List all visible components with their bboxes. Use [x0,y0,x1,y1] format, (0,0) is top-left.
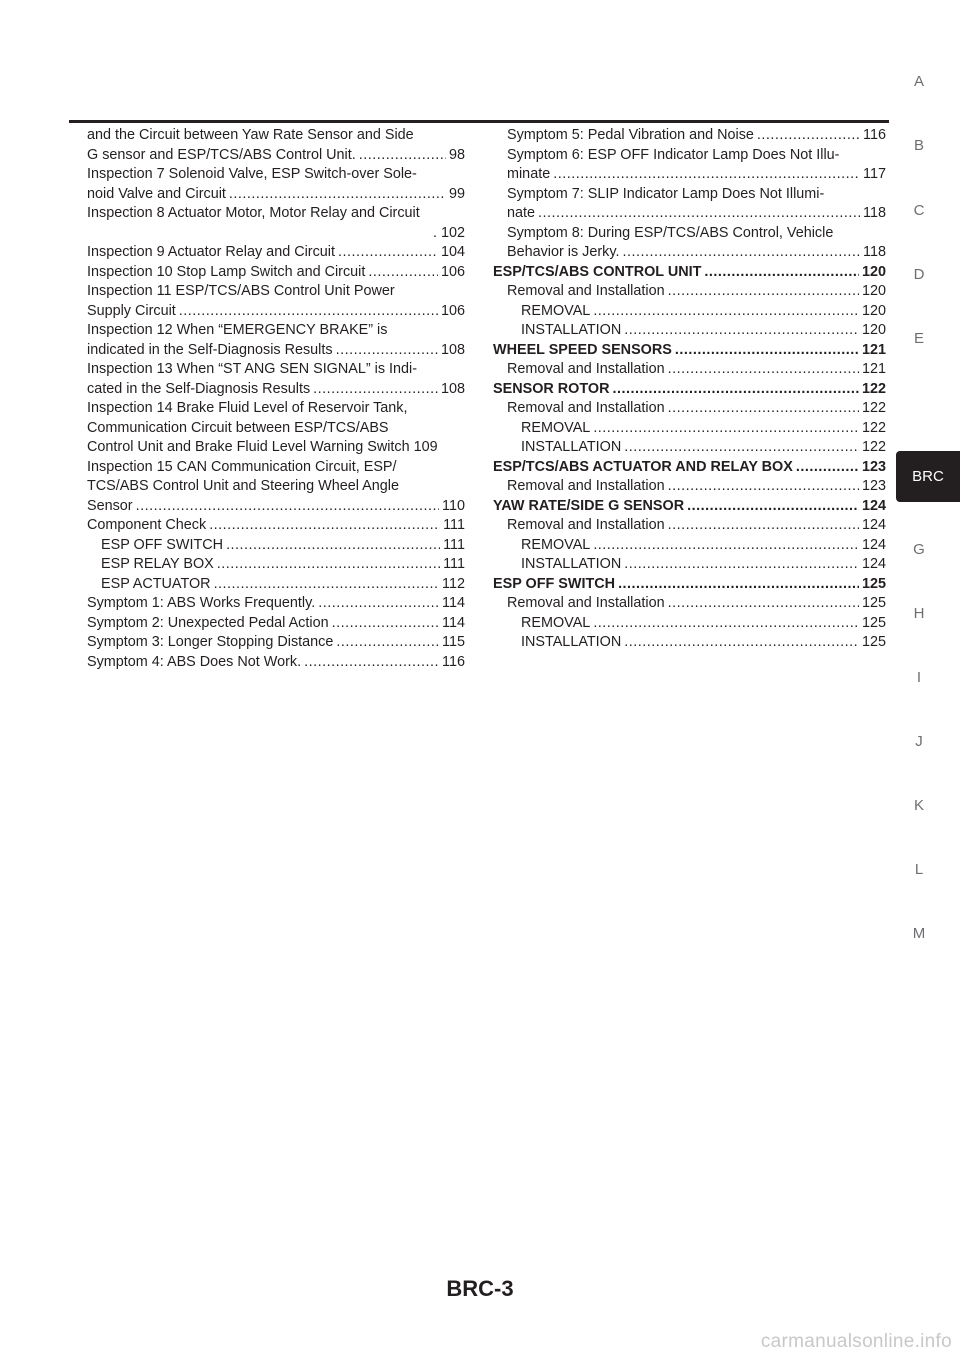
toc-entry[interactable] [493,302,886,322]
toc-page-number: 124 [861,497,886,514]
toc-leader-dots [623,243,861,263]
toc-entry[interactable] [493,633,886,653]
toc-entry[interactable] [493,458,886,478]
toc-entry: Inspection 12 When “EMERGENCY BRAKE” is [87,322,388,338]
toc-page-number: 108 [440,341,465,358]
toc-page-number: 110 [442,497,465,514]
toc-page-number: 98 [448,146,465,163]
toc-entry-title: Symptom 4: ABS Does Not Work. [87,653,302,670]
toc-page-number: 117 [863,166,886,182]
toc-page-number: 122 [861,380,886,397]
section-tab-b[interactable]: B [913,137,924,154]
toc-entry-title: Removal and Installation [507,595,665,611]
toc-leader-dots [336,341,438,361]
toc-entry[interactable] [87,614,465,634]
toc-entry[interactable] [87,633,465,653]
toc-entry[interactable] [493,614,886,634]
toc-entry-title: INSTALLATION [521,322,622,338]
toc-entry: Symptom 8: During ESP/TCS/ABS Control, Vehicle [507,224,834,241]
toc-entry[interactable] [87,185,465,205]
toc-page-number: 120 [861,283,886,299]
toc-leader-dots [757,126,860,146]
toc-page-number: 99 [448,185,465,202]
toc-entry: Communication Circuit between ESP/TCS/ABS [87,419,389,436]
section-tab-m[interactable]: M [912,925,926,942]
toc-leader-dots [704,263,859,283]
toc-entry-title: REMOVAL [521,302,591,319]
toc-page-number: 120 [861,322,886,338]
toc-right-column [493,126,886,653]
toc-entry: Inspection 7 Solenoid Valve, ESP Switch-over Sole- [87,166,417,182]
toc-leader-dots [229,185,446,205]
toc-page-number: 120 [861,263,886,280]
toc-leader-dots [612,380,859,400]
toc-entry-title: ESP OFF SWITCH [101,536,224,553]
toc-entry[interactable] [493,497,886,517]
section-tab-e[interactable]: E [913,330,924,347]
toc-entry-title: Symptom 3: Longer Stopping Distance [87,634,334,650]
toc-leader-dots [668,477,859,497]
toc-page-number: 115 [442,634,465,650]
toc-leader-dots [553,165,860,185]
toc-leader-dots [618,575,859,595]
toc-entry-title: noid Valve and Circuit [87,185,226,202]
toc-entry: . 102 [432,224,465,241]
toc-leader-dots [336,633,439,653]
toc-entry-title: Removal and Installation [507,400,665,416]
toc-entry-title: Inspection 9 Actuator Relay and Circuit [87,244,335,260]
toc-entry[interactable] [87,146,465,166]
toc-leader-dots [368,263,438,283]
toc-leader-dots [136,497,439,517]
toc-entry[interactable] [493,594,886,614]
toc-entry-title: INSTALLATION [521,634,622,650]
toc-entry-title: YAW RATE/SIDE G SENSOR [493,497,685,514]
toc-page-number: 106 [440,263,465,280]
toc-entry[interactable] [493,282,886,302]
section-tab-k[interactable]: K [913,797,924,814]
toc-page-number: 111 [443,536,465,553]
toc-leader-dots [624,321,859,341]
toc-entry-title: ESP ACTUATOR [101,575,211,592]
toc-entry-title: cated in the Self-Diagnosis Results [87,380,311,397]
toc-entry[interactable] [87,575,465,595]
toc-entry[interactable] [87,380,465,400]
toc-leader-dots [359,146,446,166]
toc-entry-title: Behavior is Jerky. [507,244,620,260]
toc-page-number: 125 [861,634,886,650]
toc-entry: Symptom 6: ESP OFF Indicator Lamp Does Not Illu- [507,146,840,163]
toc-entry-title: Sensor [87,497,133,514]
toc-entry-title: REMOVAL [521,419,591,436]
toc-leader-dots [668,399,859,419]
toc-entry[interactable] [493,126,886,146]
toc-entry[interactable] [493,380,886,400]
toc-entry[interactable] [87,555,465,575]
toc-leader-dots [593,419,859,439]
toc-leader-dots [593,614,859,634]
toc-leader-dots [796,458,859,478]
toc-entry[interactable] [87,263,465,283]
toc-entry-title: REMOVAL [521,614,591,631]
toc-entry[interactable] [493,165,886,185]
toc-entry: Inspection 15 CAN Communication Circuit, ESP/ [87,458,397,475]
toc-page-number: 108 [440,380,465,397]
toc-entry-title: G sensor and ESP/TCS/ABS Control Unit. [87,146,356,163]
toc-leader-dots [217,555,440,575]
toc-entry[interactable] [493,243,886,263]
toc-page-number: 122 [861,400,886,416]
toc-page-number: 118 [863,205,886,221]
toc-entry: Inspection 11 ESP/TCS/ABS Control Unit Power [87,283,395,299]
toc-page-number: 104 [440,244,465,260]
toc-entry-title: Removal and Installation [507,283,665,299]
toc-page-number: 118 [863,244,886,260]
toc-entry: Symptom 7: SLIP Indicator Lamp Does Not Illumi- [507,185,825,202]
section-tab-d[interactable]: D [913,266,925,283]
toc-entry-title: ESP/TCS/ABS CONTROL UNIT [493,263,702,280]
toc-leader-dots [538,204,860,224]
toc-leader-dots [668,516,859,536]
section-tab-a[interactable]: A [913,73,924,90]
toc-page-number: 111 [443,556,465,572]
toc-entry[interactable] [493,516,886,536]
toc-entry-title: Removal and Installation [507,517,665,533]
toc-leader-dots [313,380,438,400]
toc-leader-dots [593,302,859,322]
toc-leader-dots [687,497,859,517]
top-rule [69,120,889,123]
toc-entry: Inspection 8 Actuator Motor, Motor Relay and Circuit [87,205,420,221]
toc-page-number: 123 [861,458,886,475]
toc-page-number: 123 [861,478,886,494]
toc-page-number: 112 [442,575,465,592]
toc-entry-title: Symptom 5: Pedal Vibration and Noise [507,127,754,143]
toc-entry[interactable] [87,536,465,556]
toc-entry-title: INSTALLATION [521,556,622,572]
toc-entry[interactable] [87,516,465,536]
toc-page-number: 121 [861,341,886,358]
toc-page-number: 124 [861,536,886,553]
toc-leader-dots [624,555,859,575]
toc-leader-dots [668,282,859,302]
toc-leader-dots [179,302,438,322]
toc-page-number: 114 [442,614,465,631]
section-tab-i[interactable]: I [916,669,922,686]
toc-entry[interactable] [493,536,886,556]
toc-entry[interactable] [493,263,886,283]
toc-entry[interactable] [493,204,886,224]
toc-leader-dots [304,653,439,673]
toc-entry[interactable] [87,302,465,322]
toc-entry-title: ESP RELAY BOX [101,556,214,572]
toc-entry: Control Unit and Brake Fluid Level Warning Switch 109 [87,439,438,455]
toc-entry-title: Removal and Installation [507,478,665,494]
toc-entry-title: ESP/TCS/ABS ACTUATOR AND RELAY BOX [493,458,793,475]
toc-leader-dots [226,536,440,556]
toc-leader-dots [675,341,859,361]
toc-entry[interactable] [87,594,465,614]
toc-entry-title: minate [507,166,551,182]
toc-leader-dots [214,575,439,595]
toc-entry-title: nate [507,205,536,221]
toc-entry-title: Symptom 1: ABS Works Frequently. [87,595,316,611]
toc-entry[interactable] [87,341,465,361]
toc-entry[interactable] [493,399,886,419]
toc-left-column [87,126,465,672]
section-tab-l[interactable]: L [914,861,924,878]
toc-leader-dots [624,438,859,458]
toc-page-number: 106 [440,302,465,319]
toc-page-number: 111 [443,517,465,533]
toc-entry: Inspection 13 When “ST ANG SEN SIGNAL” is Indi- [87,361,418,377]
toc-leader-dots [209,516,440,536]
toc-entry[interactable] [87,497,465,517]
toc-entry-title: REMOVAL [521,536,591,553]
toc-page-number: 125 [861,595,886,611]
watermark: carmanualsonline.info [760,1331,952,1352]
toc-leader-dots [668,594,859,614]
toc-entry[interactable] [493,321,886,341]
toc-page-number: 122 [861,439,886,455]
toc-entry-title: indicated in the Self-Diagnosis Results [87,341,333,358]
toc-leader-dots [668,360,859,380]
toc-entry[interactable] [493,575,886,595]
toc-page-number: 121 [861,361,886,377]
section-tab-j[interactable]: J [915,733,923,750]
toc-page-number: 124 [861,517,886,533]
toc-entry-title: SENSOR ROTOR [493,380,610,397]
toc-page-number: 125 [861,614,886,631]
toc-entry: Inspection 14 Brake Fluid Level of Reservoir Tank, [87,400,408,416]
section-tab-c[interactable]: C [913,202,925,219]
toc-entry-title: Supply Circuit [87,302,176,319]
toc-entry[interactable] [493,419,886,439]
toc-entry: and the Circuit between Yaw Rate Sensor and Side [87,127,414,143]
toc-entry-title: Removal and Installation [507,361,665,377]
toc-entry-title: Component Check [87,517,207,533]
toc-leader-dots [624,633,859,653]
toc-entry[interactable] [493,555,886,575]
toc-entry-title: Symptom 2: Unexpected Pedal Action [87,614,329,631]
toc-page-number: 122 [861,419,886,436]
toc-page-number: 124 [861,556,886,572]
toc-leader-dots [332,614,439,634]
toc-entry-title: ESP OFF SWITCH [493,575,616,592]
toc-page-number: 116 [442,653,465,670]
toc-page-number: 125 [861,575,886,592]
toc-page-number: 116 [863,127,886,143]
toc-leader-dots [338,243,438,263]
toc-entry[interactable] [87,653,465,673]
toc-entry: TCS/ABS Control Unit and Steering Wheel Angle [87,478,399,494]
toc-leader-dots [593,536,859,556]
toc-entry[interactable] [87,243,465,263]
toc-entry-title: Inspection 10 Stop Lamp Switch and Circuit [87,263,366,280]
toc-leader-dots [318,594,439,614]
section-tab-g[interactable]: G [913,541,925,558]
toc-entry-title: INSTALLATION [521,439,622,455]
page-number: BRC-3 [446,1276,514,1301]
toc-entry[interactable] [493,360,886,380]
toc-entry-title: WHEEL SPEED SENSORS [493,341,672,358]
toc-entry[interactable] [493,438,886,458]
toc-page-number: 114 [442,595,465,611]
section-tab-active[interactable]: BRC [896,451,960,502]
toc-entry[interactable] [493,341,886,361]
toc-entry[interactable] [493,477,886,497]
toc-page-number: 120 [861,302,886,319]
section-tab-h[interactable]: H [913,605,925,622]
